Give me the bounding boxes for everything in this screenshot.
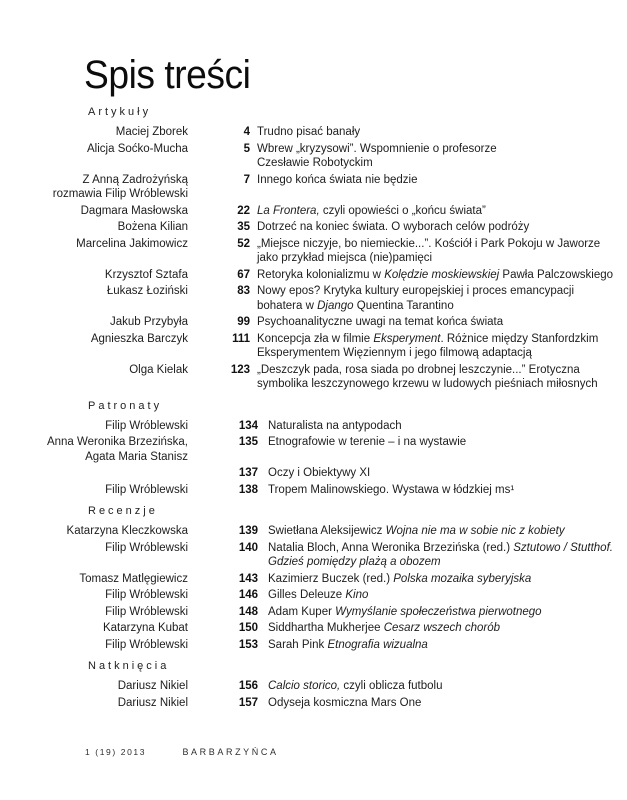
entry-authors <box>0 541 188 556</box>
entry-page-number: 143 <box>238 572 258 585</box>
entry-authors <box>0 605 188 620</box>
author-name: Alicja Soćko-Mucha <box>87 142 188 155</box>
title-segment: Adam Kuper <box>268 605 336 618</box>
title-italic-segment: Polska mozaika syberyjska <box>393 572 532 585</box>
entry-page-number: 139 <box>238 525 258 537</box>
title-segment: Gilles Deleuze <box>268 589 346 601</box>
entry-title <box>258 605 627 620</box>
title-segment: Kazimierz Buczek (red.) <box>268 572 394 585</box>
entry-page-number: 111 <box>232 332 250 345</box>
entry-authors <box>0 268 188 283</box>
section-label: Patronaty <box>88 399 163 412</box>
toc-section <box>0 660 627 710</box>
title-italic-segment: Etnografia wizualna <box>327 638 428 651</box>
entry-page-number: 146 <box>238 589 258 601</box>
entry-authors <box>0 621 188 636</box>
section-label: Artykuły <box>88 106 152 118</box>
title-segment: Naturalista na antypodach <box>268 419 402 432</box>
title-segment: Natalia Bloch, Anna Weronika Brzezińska (red.) <box>268 541 514 554</box>
toc-section <box>0 106 627 392</box>
entry-title-line <box>257 299 627 314</box>
entry-page-number: 134 <box>238 419 258 432</box>
entry-authors <box>0 435 188 464</box>
entry-title <box>250 237 627 266</box>
entry-page-number: 22 <box>237 204 250 217</box>
entry-title <box>250 125 627 140</box>
toc-entry <box>0 315 627 330</box>
entry-page-number: 7 <box>243 173 250 186</box>
entry-authors <box>0 332 188 347</box>
title-segment: Sarah Pink <box>268 638 328 651</box>
entry-authors <box>0 588 188 603</box>
entry-title-line <box>268 605 627 620</box>
author-name: Dagmara Masłowska <box>80 204 188 217</box>
entry-title-line <box>268 435 627 450</box>
author-name: Z Anną Zadrożyńską <box>82 173 188 186</box>
author-name: rozmawia Filip Wróblewski <box>52 188 188 200</box>
entry-page-number: 52 <box>237 237 250 250</box>
author-name: Filip Wróblewski <box>105 483 188 496</box>
title-italic-segment: Wymyślanie społeczeństwa pierwotnego <box>335 605 542 618</box>
entry-title-line <box>257 346 627 361</box>
page-title: Spis treści <box>84 53 251 97</box>
title-italic-segment: Kolędzie moskiewskiej <box>384 268 500 281</box>
entry-title <box>258 588 627 603</box>
title-segment: bohatera w <box>257 299 318 312</box>
title-segment: Trudno pisać banały <box>257 126 361 138</box>
entry-page-number: 148 <box>238 605 258 618</box>
title-segment: „Miejsce niczyje, bo niemieckie...”. Kościół i Park Pokoju w Jaworze <box>257 237 601 250</box>
entry-authors <box>0 696 188 711</box>
toc-entry <box>0 284 627 313</box>
entry-authors <box>0 572 188 587</box>
title-segment: jako przykład miejsca (nie)pamięci <box>257 252 433 264</box>
entry-page-number: 5 <box>243 142 250 155</box>
entry-title <box>258 483 627 498</box>
entry-title-line <box>268 696 627 711</box>
author-name: Marcelina Jakimowicz <box>76 237 188 250</box>
title-segment: . Różnice między Stanfordzkim <box>440 332 599 345</box>
issue-number: 1 (19) 2013 <box>85 747 147 757</box>
entry-title <box>258 541 627 570</box>
entry-title <box>250 204 627 219</box>
title-italic-segment: Wojna nie ma w sobie nic z kobiety <box>385 525 565 537</box>
author-name: Anna Weronika Brzezińska, <box>46 436 188 448</box>
title-italic-segment: Sztutowo / Stutthof. <box>513 541 613 554</box>
author-name: Dariusz Nikiel <box>117 680 188 692</box>
title-segment: Dotrzeć na koniec świata. O wyborach celów podróży <box>257 221 530 233</box>
entry-title <box>250 315 627 330</box>
magazine-name: BARBARZYŃCA <box>182 747 279 757</box>
toc-entry <box>0 466 627 481</box>
title-italic-segment: Django <box>317 299 354 312</box>
title-segment: Quentina Tarantino <box>353 299 454 312</box>
entry-title-line <box>268 572 627 587</box>
entry-title-line <box>257 220 627 235</box>
entry-authors <box>0 679 188 694</box>
entry-title <box>250 142 627 171</box>
entry-title-line <box>268 483 627 498</box>
author-name: Filip Wróblewski <box>105 605 188 618</box>
entry-title <box>258 679 627 694</box>
entry-authors <box>0 315 188 330</box>
title-segment: Retoryka kolonializmu w <box>257 268 385 281</box>
entry-page-number: 4 <box>243 126 250 138</box>
entry-page-number: 83 <box>237 285 250 297</box>
author-name: Olga Kielak <box>129 363 188 376</box>
title-segment: Czesławie Robotyckim <box>257 157 373 169</box>
toc-entry <box>0 679 627 694</box>
author-name: Łukasz Łoziński <box>106 285 188 297</box>
author-name: Filip Wróblewski <box>105 638 188 651</box>
entry-title <box>258 419 627 434</box>
author-name: Katarzyna Kubat <box>102 622 188 634</box>
entry-title <box>250 268 627 283</box>
entry-page-number: 153 <box>238 638 258 651</box>
title-segment: Nowy epos? Krytyka kultury europejskiej i proces emancypacji <box>257 285 575 297</box>
toc-entry <box>0 483 627 498</box>
entry-title <box>258 638 627 653</box>
entry-title <box>258 524 627 539</box>
toc-entry <box>0 268 627 283</box>
author-name: Krzysztof Sztafa <box>104 268 188 281</box>
title-italic-segment: Calcio storico, <box>268 680 341 692</box>
title-segment: Swietłana Aleksijewicz <box>268 525 386 537</box>
title-italic-segment: Gdzieś pomiędzy plażą a obozem <box>268 556 441 568</box>
author-name: Agata Maria Stanisz <box>85 450 188 463</box>
title-segment: Psychoanalityczne uwagi na temat końca świata <box>257 316 504 328</box>
entry-title-line <box>257 268 627 283</box>
author-name: Jakub Przybyła <box>110 316 188 328</box>
toc-entry <box>0 524 627 539</box>
toc-entry <box>0 638 627 653</box>
entry-title <box>258 572 627 587</box>
entry-authors <box>0 363 188 378</box>
entry-page-number: 137 <box>238 467 258 479</box>
entry-title-line <box>257 377 627 392</box>
entry-authors <box>0 483 188 498</box>
entry-authors <box>0 173 188 202</box>
entry-page-number: 35 <box>237 221 250 233</box>
entry-title <box>250 332 627 361</box>
author-name: Filip Wróblewski <box>105 541 188 554</box>
entry-authors <box>0 204 188 219</box>
toc-entry <box>0 541 627 570</box>
entry-title <box>250 173 627 188</box>
toc-entry <box>0 588 627 603</box>
entry-page-number: 67 <box>237 268 250 281</box>
entry-title-line <box>257 125 627 140</box>
entry-title <box>250 363 627 392</box>
toc-entry <box>0 332 627 361</box>
entry-title <box>258 621 627 636</box>
entry-title-line <box>257 173 627 188</box>
toc-entry <box>0 605 627 620</box>
toc-entry <box>0 419 627 434</box>
entry-authors <box>0 220 188 235</box>
title-segment: Wbrew „kryzysowi”. Wspomnienie o profesorze <box>257 142 497 155</box>
toc-entry <box>0 363 627 392</box>
toc-entry <box>0 696 627 711</box>
toc-entry <box>0 173 627 202</box>
toc-entry <box>0 220 627 235</box>
entry-title-line <box>268 621 627 636</box>
section-label: Natknięcia <box>88 660 170 672</box>
entry-title-line <box>268 466 627 481</box>
author-name: Bożena Kilian <box>117 221 188 233</box>
toc-entry <box>0 204 627 219</box>
entry-title-line <box>257 284 627 299</box>
entry-title-line <box>268 588 627 603</box>
title-segment: czyli opowieści o „końcu świata” <box>319 204 486 217</box>
entry-authors <box>0 125 188 140</box>
entry-page-number: 150 <box>238 622 258 634</box>
entry-title-line <box>268 638 627 653</box>
page-footer <box>85 747 279 757</box>
toc-entry <box>0 142 627 171</box>
entry-authors <box>0 142 188 157</box>
author-name: Dariusz Nikiel <box>117 696 188 709</box>
entry-authors <box>0 284 188 299</box>
title-segment: symbolika leszczynowego krzewu w ludowych pieśniach miłosnych <box>257 378 598 390</box>
entry-title-line <box>268 524 627 539</box>
author-name: Katarzyna Kleczkowska <box>66 525 188 537</box>
entry-title-line <box>257 332 627 347</box>
entry-title <box>258 696 627 711</box>
entry-page-number: 135 <box>238 436 258 448</box>
title-segment: czyli oblicza futbolu <box>340 680 443 692</box>
title-segment: Oczy i Obiektywy XI <box>268 467 371 479</box>
entry-title-line <box>268 555 627 570</box>
entry-title-line <box>268 679 627 694</box>
entry-title-line <box>257 315 627 330</box>
title-italic-segment: Cesarz wszech chorób <box>383 622 501 634</box>
entry-authors <box>0 524 188 539</box>
author-name: Agnieszka Barczyk <box>90 332 188 345</box>
author-name: Tomasz Matlęgiewicz <box>79 572 188 585</box>
toc-entry <box>0 237 627 266</box>
entry-title-line <box>257 237 627 252</box>
title-segment: Tropem Malinowskiego. Wystawa w łódzkiej ms¹ <box>268 483 515 496</box>
entry-title <box>250 284 627 313</box>
entry-page-number: 140 <box>238 541 258 554</box>
title-segment: Siddhartha Mukherjee <box>268 622 384 634</box>
title-segment: Koncepcja zła w filmie <box>257 332 374 345</box>
toc-entry <box>0 621 627 636</box>
section-label: Recenzje <box>88 505 158 517</box>
title-segment: Odyseja kosmiczna Mars One <box>268 696 422 709</box>
author-name: Maciej Zborek <box>115 126 188 138</box>
author-name: Filip Wróblewski <box>105 589 188 601</box>
entry-authors <box>0 419 188 434</box>
entry-title <box>258 435 627 450</box>
entry-page-number: 156 <box>238 680 258 692</box>
entry-title-line <box>257 142 627 157</box>
entry-title-line <box>257 156 627 171</box>
entry-page-number: 138 <box>238 483 258 496</box>
toc-entry <box>0 125 627 140</box>
title-italic-segment: Kino <box>345 589 369 601</box>
entry-authors <box>0 638 188 653</box>
entry-title-line <box>268 419 627 434</box>
toc-section <box>0 400 627 498</box>
title-segment: Etnografowie w terenie – i na wystawie <box>268 436 467 448</box>
toc-entry <box>0 572 627 587</box>
entry-title <box>258 466 627 481</box>
title-italic-segment: La Frontera, <box>257 204 320 217</box>
toc-section <box>0 505 627 652</box>
title-segment: Pawła Palczowskiego <box>499 268 614 281</box>
title-italic-segment: Eksperyment <box>373 332 441 345</box>
entry-title-line <box>257 204 627 219</box>
entry-title <box>250 220 627 235</box>
author-name: Filip Wróblewski <box>105 419 188 432</box>
entry-title-line <box>257 363 627 378</box>
entry-page-number: 123 <box>230 363 250 376</box>
toc-sections <box>0 106 627 710</box>
title-segment: Innego końca świata nie będzie <box>257 173 418 186</box>
entry-title-line <box>257 251 627 266</box>
entry-title-line <box>268 541 627 556</box>
entry-page-number: 157 <box>238 696 258 709</box>
toc-entry <box>0 435 627 464</box>
title-segment: Eksperymentem Więziennym i jego filmową adaptacją <box>257 347 532 359</box>
entry-authors <box>0 237 188 252</box>
title-segment: „Deszczyk pada, rosa siada po drobnej leszczynie...” Erotyczna <box>257 363 580 376</box>
entry-page-number: 99 <box>237 316 250 328</box>
